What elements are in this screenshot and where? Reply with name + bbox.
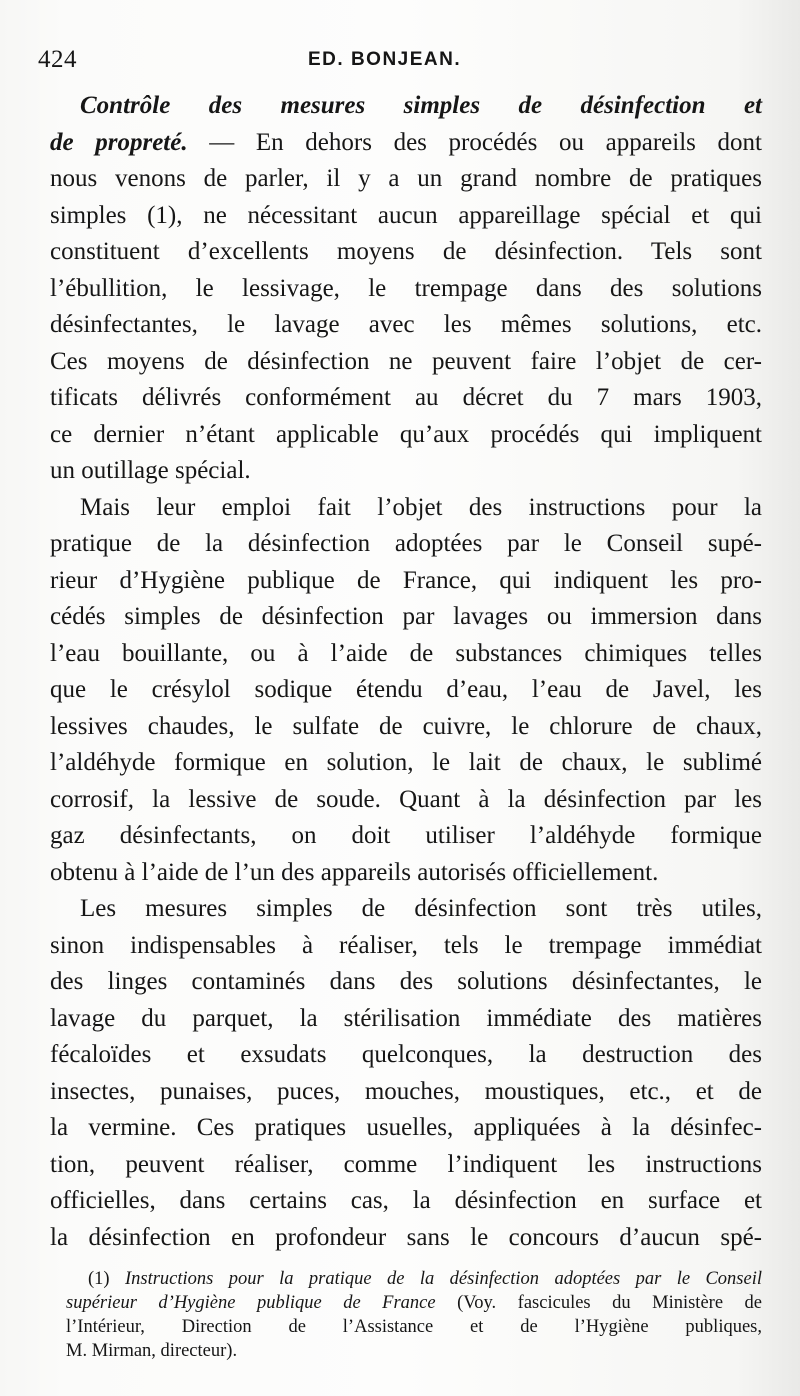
text-line: rieur d’Hygiène publique de France, qui indiquent les pro-	[50, 566, 762, 594]
text-line: Ces moyens de désinfection ne peuvent faire l’objet de cer-	[50, 347, 762, 375]
text-line: sinon indispensables à réaliser, tels le trempage immédiat	[50, 931, 762, 959]
paragraph-1	[50, 88, 762, 490]
text-line: gaz désinfectants, on doit utiliser l’aldéhyde formique	[50, 822, 762, 849]
text-line: tion, peuvent réaliser, comme l’indiquent les instructions	[50, 1150, 762, 1178]
text-line: des linges contaminés dans des solutions désinfectantes, le	[50, 968, 762, 995]
text-line: simples (1), ne nécessitant aucun appareillage spécial et qui	[50, 201, 762, 229]
text-line: désinfectantes, le lavage avec les mêmes solutions, etc.	[50, 311, 762, 338]
footnote-line: l’Intérieur, Direction de l’Assistance et de l’Hygiène publiques,	[66, 1317, 762, 1337]
text-line: que le crésylol sodique étendu d’eau, l’eau de Javel, les	[50, 676, 762, 703]
text-line: pratique de la désinfection adoptées par le Conseil supé-	[50, 530, 762, 557]
text-line: corrosif, la lessive de soude. Quant à la désinfection par les	[50, 785, 762, 813]
footnote-line	[66, 1291, 762, 1315]
text-line: l’aldéhyde formique en solution, le lait de chaux, le sublimé	[50, 749, 762, 776]
text-line: l’eau bouillante, ou à l’aide de substances chimiques telles	[50, 639, 762, 667]
footnote-line	[68, 1267, 762, 1291]
text-line: ce dernier n’étant applicable qu’aux procédés qui impliquent	[50, 420, 762, 448]
text-line: obtenu à l’aide de l’un des appareils autorisés officiellement.	[50, 858, 659, 886]
text-line: un outillage spécial.	[50, 457, 251, 484]
footnote-marker: (1)	[88, 1269, 125, 1289]
text-line: cédés simples de désinfection par lavages ou immersion dans	[50, 603, 762, 630]
text-line: Mais leur emploi fait l’objet des instructions pour la	[80, 493, 762, 521]
page-number: 424	[38, 46, 77, 73]
text-line: la vermine. Ces pratiques usuelles, appliquées à la désinfec-	[50, 1114, 762, 1141]
text-line: nous venons de parler, il y a un grand nombre de pratiques	[50, 165, 762, 192]
footnote	[68, 1267, 762, 1363]
text-line: fécaloïdes et exsudats quelconques, la destruction des	[50, 1041, 762, 1068]
footnote-text: (Voy. fascicules du Ministère de	[435, 1293, 762, 1313]
text-line: Les mesures simples de désinfection sont très utiles,	[80, 895, 762, 922]
text-line: officielles, dans certains cas, la désinfection en surface et	[50, 1187, 762, 1214]
paragraph-2	[50, 490, 762, 892]
page-header	[38, 44, 760, 76]
text-line: lessives chaudes, le sulfate de cuivre, le chlorure de chaux,	[50, 712, 762, 740]
text-line	[50, 125, 762, 162]
text-line: lavage du parquet, la stérilisation immédiate des matières	[50, 1004, 762, 1032]
paragraph-3	[50, 891, 762, 1256]
text-line: l’ébullition, le lessivage, le trempage dans des solutions	[50, 274, 762, 302]
body-text	[50, 88, 762, 1256]
section-heading: Contrôle des mesures simples de désinfection et	[80, 92, 762, 119]
section-heading-end: de propreté.	[50, 128, 188, 156]
text-line: la désinfection en profondeur sans le concours d’aucun spé-	[50, 1223, 762, 1251]
text-line: constituent d’excellents moyens de désinfection. Tels sont	[50, 238, 762, 265]
footnote-title: Instructions pour la pratique de la désinfection adoptées par le Conseil	[124, 1269, 762, 1289]
text-line: tificats délivrés conformément au décret du 7 mars 1903,	[50, 384, 762, 411]
footnote-title-end: supérieur d’Hygiène publique de France	[66, 1293, 436, 1313]
footnote-line: M. Mirman, directeur).	[66, 1341, 238, 1361]
text-fragment: — En dehors des procédés ou appareils dont	[187, 128, 762, 156]
running-head: ED. BONJEAN.	[308, 49, 462, 70]
text-line: insectes, punaises, puces, mouches, moustiques, etc., et de	[50, 1077, 762, 1105]
